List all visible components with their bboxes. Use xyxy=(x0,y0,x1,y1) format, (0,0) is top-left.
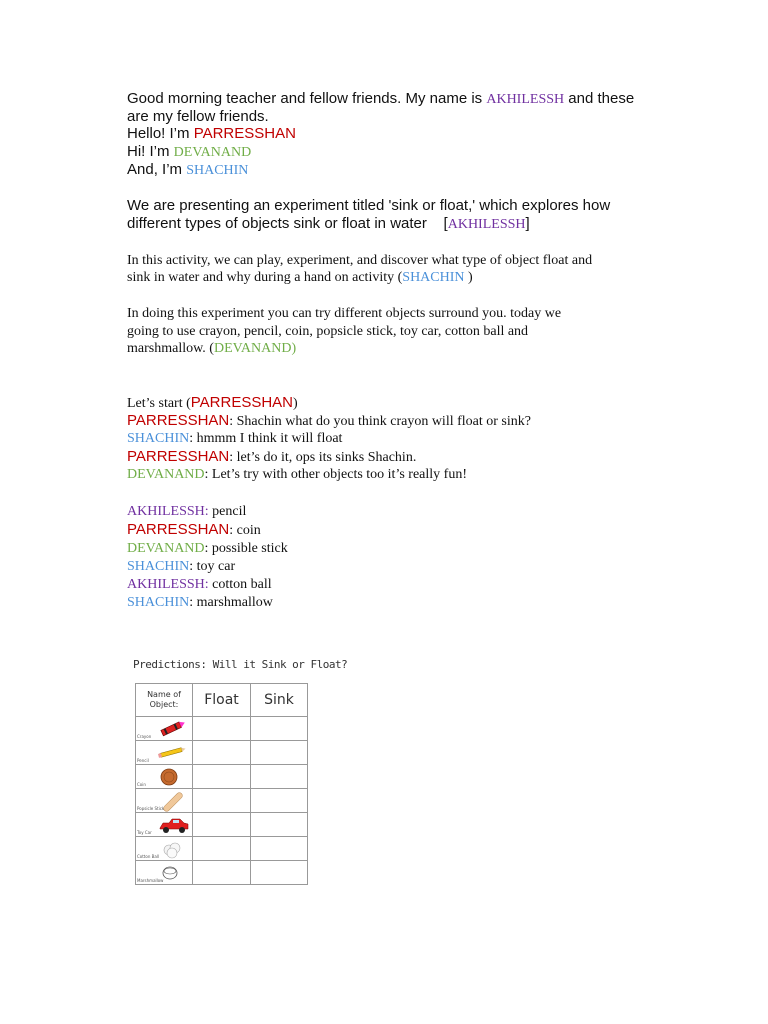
assignment-line xyxy=(127,503,246,521)
name-akhilessh: AKHILESSH: xyxy=(127,577,209,592)
table-row xyxy=(136,861,308,885)
dialogue-line-4 xyxy=(127,466,467,484)
sink-cell xyxy=(251,813,308,837)
assignment-line xyxy=(127,521,261,540)
name-akhilessh: AKHILESSH xyxy=(447,217,526,232)
intro-line-2: are my fellow friends. xyxy=(127,108,269,125)
assignment-object: : toy car xyxy=(189,559,236,574)
float-cell xyxy=(193,861,251,885)
toy-car-icon xyxy=(158,815,190,835)
intro-line-5 xyxy=(127,161,248,180)
object-label: Crayon xyxy=(137,734,152,739)
assignment-object: : possible stick xyxy=(204,541,288,556)
table-row xyxy=(136,717,308,741)
object-label: Toy Car xyxy=(137,830,152,835)
column-header-sink: Sink xyxy=(251,684,308,717)
dialogue-text: : Shachin what do you think crayon will float or sink? xyxy=(229,414,531,429)
crayon-icon xyxy=(158,719,188,737)
dialogue-line-2 xyxy=(127,430,342,448)
float-cell xyxy=(193,765,251,789)
object-label: Cotton Ball xyxy=(137,854,160,859)
assignment-line xyxy=(127,576,272,594)
intro-text: Good morning teacher and fellow friends. My name is xyxy=(127,90,487,107)
object-label: Pencil xyxy=(137,758,149,763)
table-row xyxy=(136,765,308,789)
table-row xyxy=(136,789,308,813)
worksheet-title: Predictions: Will it Sink or Float? xyxy=(133,658,348,671)
float-cell xyxy=(193,813,251,837)
sink-cell xyxy=(251,861,308,885)
name-parresshan: PARRESSHAN xyxy=(193,125,296,142)
intro-line-3 xyxy=(127,125,296,143)
para1-line-1: We are presenting an experiment titled 'sink or float,' which explores how xyxy=(127,197,611,214)
dialogue-text: Let’s start ( xyxy=(127,396,191,411)
para-text: ) xyxy=(468,270,473,285)
predictions-table xyxy=(135,683,308,885)
dialogue-line-1 xyxy=(127,412,531,431)
name-shachin: SHACHIN xyxy=(127,595,190,610)
table-row xyxy=(136,741,308,765)
predictions-worksheet xyxy=(130,655,348,887)
table-row xyxy=(136,837,308,861)
dialogue-start xyxy=(127,394,298,413)
name-akhilessh: AKHILESSH xyxy=(486,92,565,107)
dialogue-text: : hmmm I think it will float xyxy=(189,431,343,446)
coin-icon xyxy=(158,767,188,787)
float-cell xyxy=(193,717,251,741)
column-header-float: Float xyxy=(193,684,251,717)
table-row xyxy=(136,813,308,837)
intro-line-1 xyxy=(127,90,634,109)
dialogue-text: : let’s do it, ops its sinks Shachin. xyxy=(229,450,417,465)
para2-line-1: In this activity, we can play, experiment, and discover what type of object float and xyxy=(127,253,593,268)
sink-cell xyxy=(251,789,308,813)
float-cell xyxy=(193,837,251,861)
name-devanand: DEVANAND xyxy=(127,467,205,482)
name-devanand: DEVANAND) xyxy=(213,341,297,356)
assignment-line xyxy=(127,540,288,558)
para2-line-2 xyxy=(127,269,473,287)
intro-line-4 xyxy=(127,143,251,162)
para3-line-1: In doing this experiment you can try different objects surround you. today we xyxy=(127,306,562,321)
intro-text: Hi! I’m xyxy=(127,143,174,160)
name-parresshan: PARRESSHAN xyxy=(127,448,230,465)
name-parresshan: PARRESSHAN xyxy=(127,521,230,538)
object-label: Popsicle Stick xyxy=(137,806,165,811)
name-devanand: DEVANAND xyxy=(173,145,252,160)
dialogue-line-3 xyxy=(127,448,416,467)
name-shachin: SHACHIN xyxy=(127,559,190,574)
assignment-object: : coin xyxy=(229,523,261,538)
para-text: different types of objects sink or float in water [ xyxy=(127,215,448,232)
intro-text: And, I’m xyxy=(127,161,187,178)
sink-cell xyxy=(251,765,308,789)
para3-line-3 xyxy=(127,340,296,358)
assignment-object: pencil xyxy=(208,504,247,519)
sink-cell xyxy=(251,837,308,861)
para-text: sink in water and why during a hand on activity ( xyxy=(127,270,403,285)
float-cell xyxy=(193,741,251,765)
name-akhilessh: AKHILESSH: xyxy=(127,504,209,519)
name-shachin: SHACHIN xyxy=(402,270,469,285)
column-header-name: Name of Object: xyxy=(136,684,193,717)
name-parresshan: PARRESSHAN xyxy=(190,394,294,411)
para1-line-2 xyxy=(127,215,530,234)
intro-text: and these xyxy=(564,90,635,107)
object-label: Marshmallow xyxy=(137,878,164,883)
para3-line-2: going to use crayon, pencil, coin, popsicle stick, toy car, cotton ball and xyxy=(127,324,529,339)
sink-cell xyxy=(251,741,308,765)
dialogue-text: : Let’s try with other objects too it’s really fun! xyxy=(204,467,467,482)
assignment-line xyxy=(127,558,235,576)
name-parresshan: PARRESSHAN xyxy=(127,412,230,429)
table-header-row xyxy=(136,684,308,717)
assignment-object: : marshmallow xyxy=(189,595,273,610)
sink-cell xyxy=(251,717,308,741)
intro-text: Hello! I’m xyxy=(127,125,194,142)
assignment-object: cotton ball xyxy=(208,577,272,592)
name-devanand: DEVANAND xyxy=(127,541,205,556)
name-shachin: SHACHIN xyxy=(127,431,190,446)
para-text: ] xyxy=(525,215,530,232)
assignment-line xyxy=(127,594,273,612)
cotton-ball-icon xyxy=(158,839,188,859)
float-cell xyxy=(193,789,251,813)
object-label: Coin xyxy=(137,782,146,787)
pencil-icon xyxy=(158,743,188,761)
para-text: marshmallow. ( xyxy=(127,341,214,356)
name-shachin: SHACHIN xyxy=(186,163,249,178)
dialogue-text: ) xyxy=(293,396,298,411)
